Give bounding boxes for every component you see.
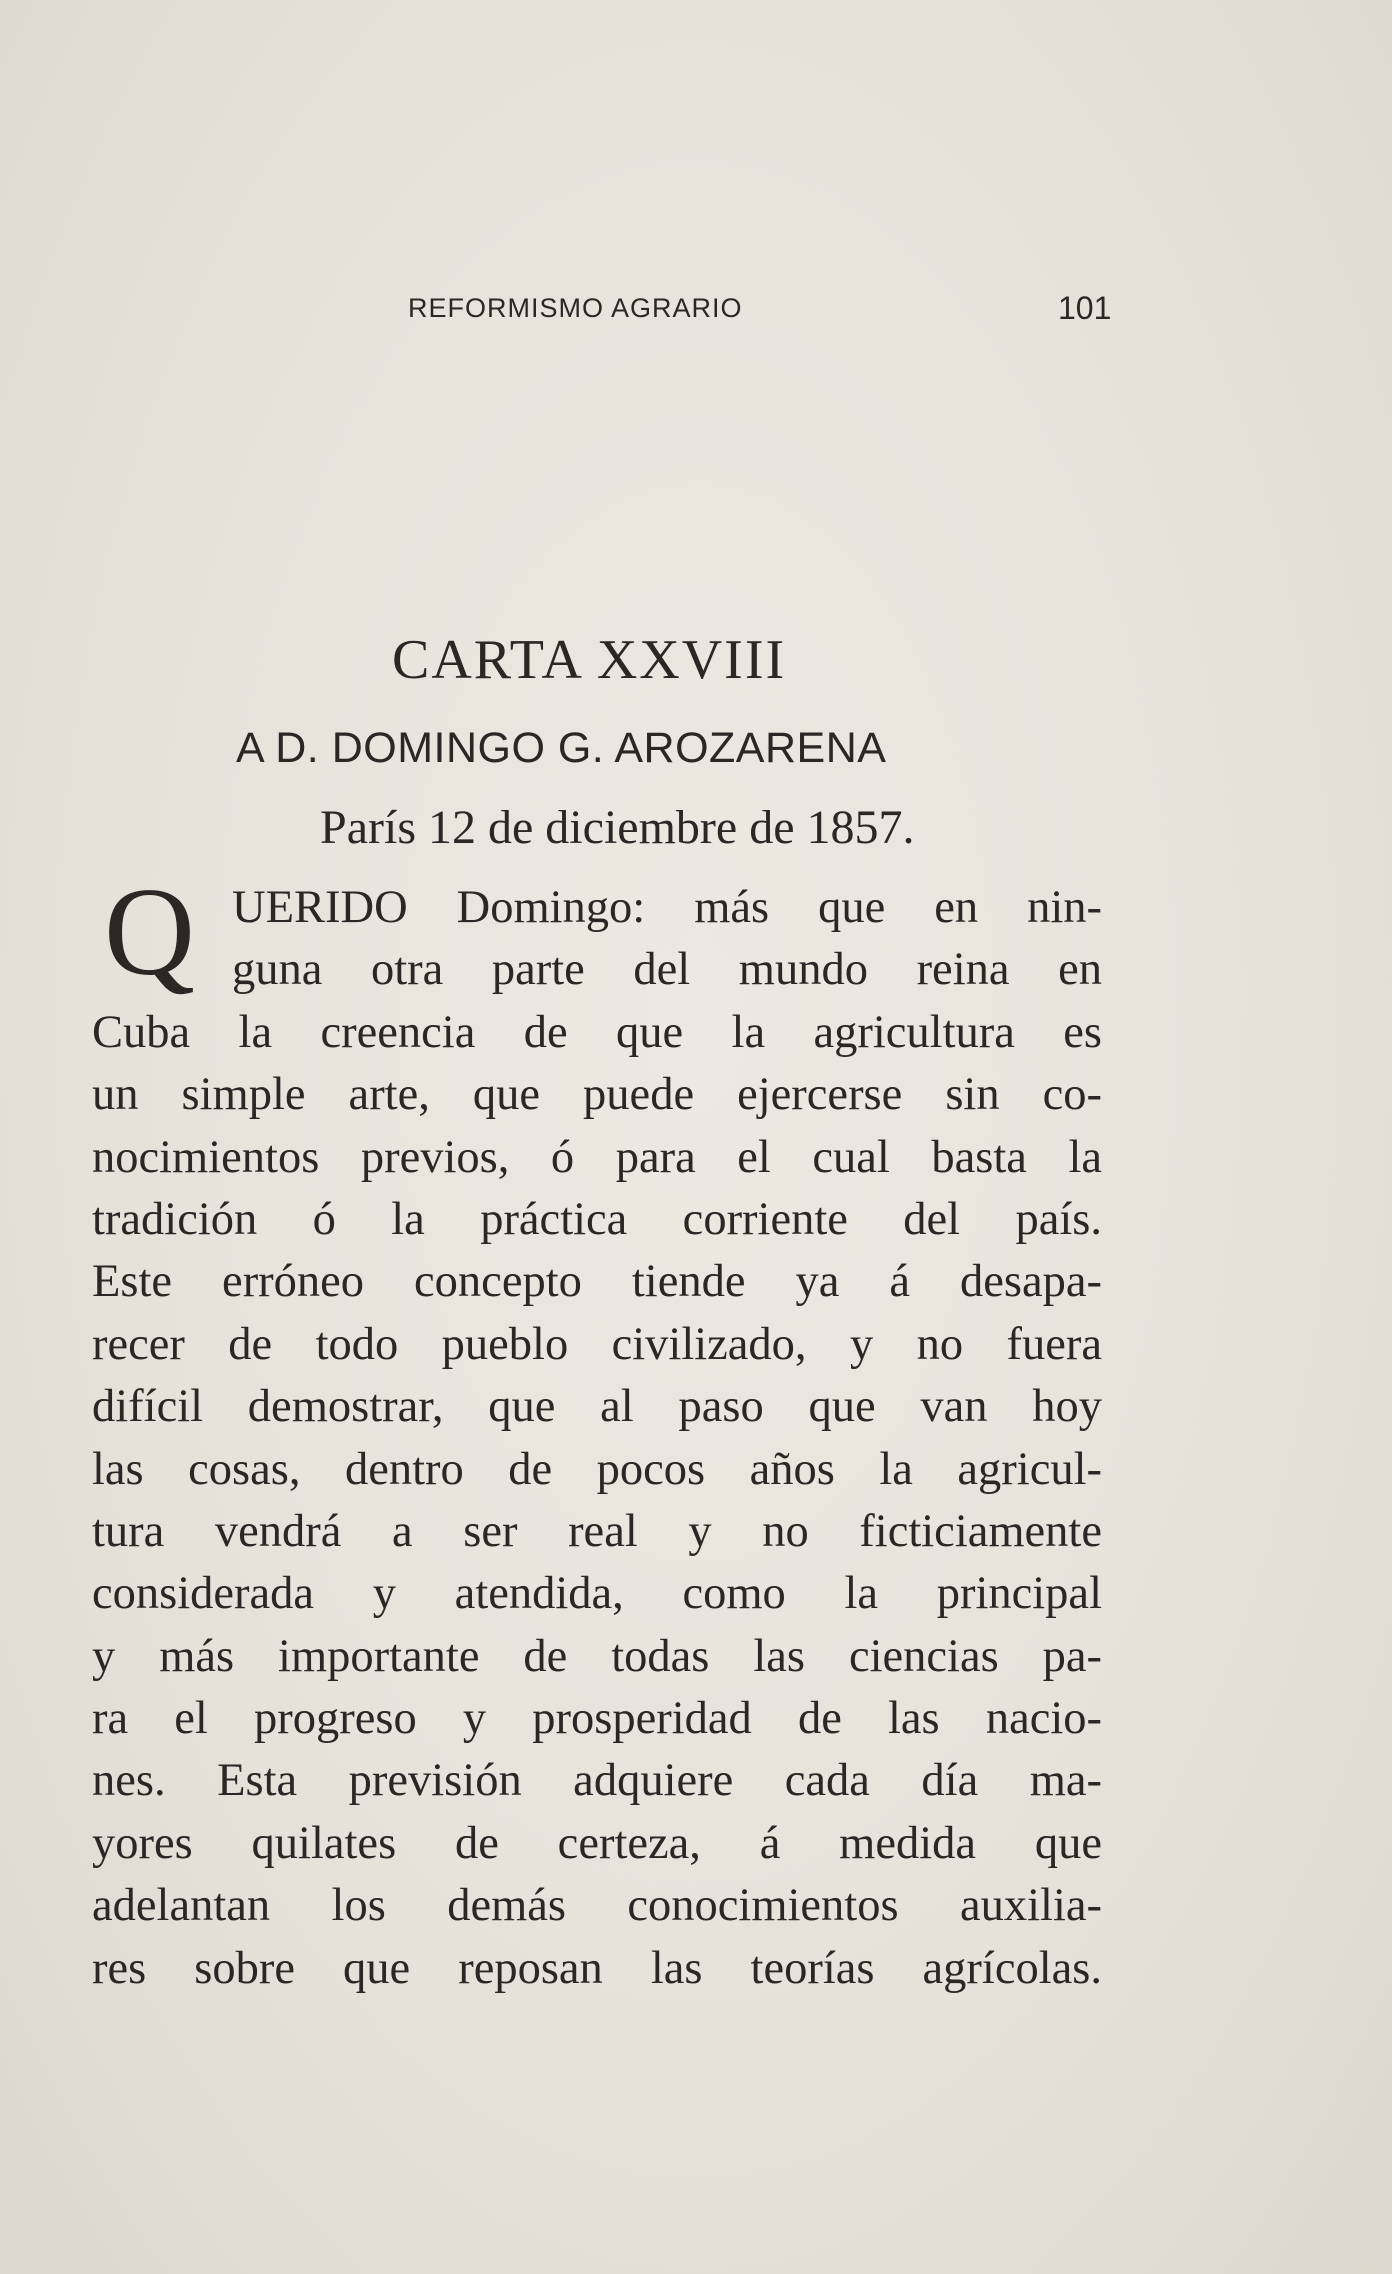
letter-addressee: A D. DOMINGO G. AROZARENA	[236, 724, 887, 772]
body-line: tura vendrá a ser real y no ficticiamente	[92, 1505, 1102, 1557]
body-line: las cosas, dentro de pocos años la agricul-	[92, 1443, 1102, 1495]
body-line: UERIDO Domingo: más que en nin-	[232, 882, 1102, 933]
body-line: tradición ó la práctica corriente del país.	[92, 1193, 1102, 1245]
body-line: nocimientos previos, ó para el cual basta la	[92, 1131, 1102, 1183]
body-line: y más importante de todas las ciencias pa-	[92, 1630, 1102, 1682]
body-line: considerada y atendida, como la principal	[92, 1568, 1102, 1620]
letter-body	[92, 877, 1102, 2000]
body-line: adelantan los demás conocimientos auxilia-	[92, 1880, 1102, 1932]
body-line: guna otra parte del mundo reina en	[232, 944, 1102, 996]
body-line: Este erróneo concepto tiende ya á desapa-	[92, 1256, 1102, 1308]
body-line: Cuba la creencia de que la agricultura es	[92, 1006, 1102, 1058]
letter-dateline: París 12 de diciembre de 1857.	[320, 801, 915, 854]
letter-title: CARTA XXVIII	[392, 629, 787, 691]
body-line: un simple arte, que puede ejercerse sin co-	[92, 1069, 1102, 1121]
body-line: yores quilates de certeza, á medida que	[92, 1817, 1102, 1869]
body-line: recer de todo pueblo civilizado, y no fuera	[92, 1318, 1102, 1370]
body-line: nes. Esta previsión adquiere cada día ma-	[92, 1755, 1102, 1807]
running-head: REFORMISMO AGRARIO	[408, 293, 743, 323]
body-line: ra el progreso y prosperidad de las nacio-	[92, 1693, 1102, 1745]
body-line: res sobre que reposan las teorías agrícolas.	[92, 1942, 1102, 1994]
page-number: 101	[1058, 290, 1112, 326]
body-line: difícil demostrar, que al paso que van hoy	[92, 1381, 1102, 1433]
drop-cap: Q	[104, 863, 195, 1002]
